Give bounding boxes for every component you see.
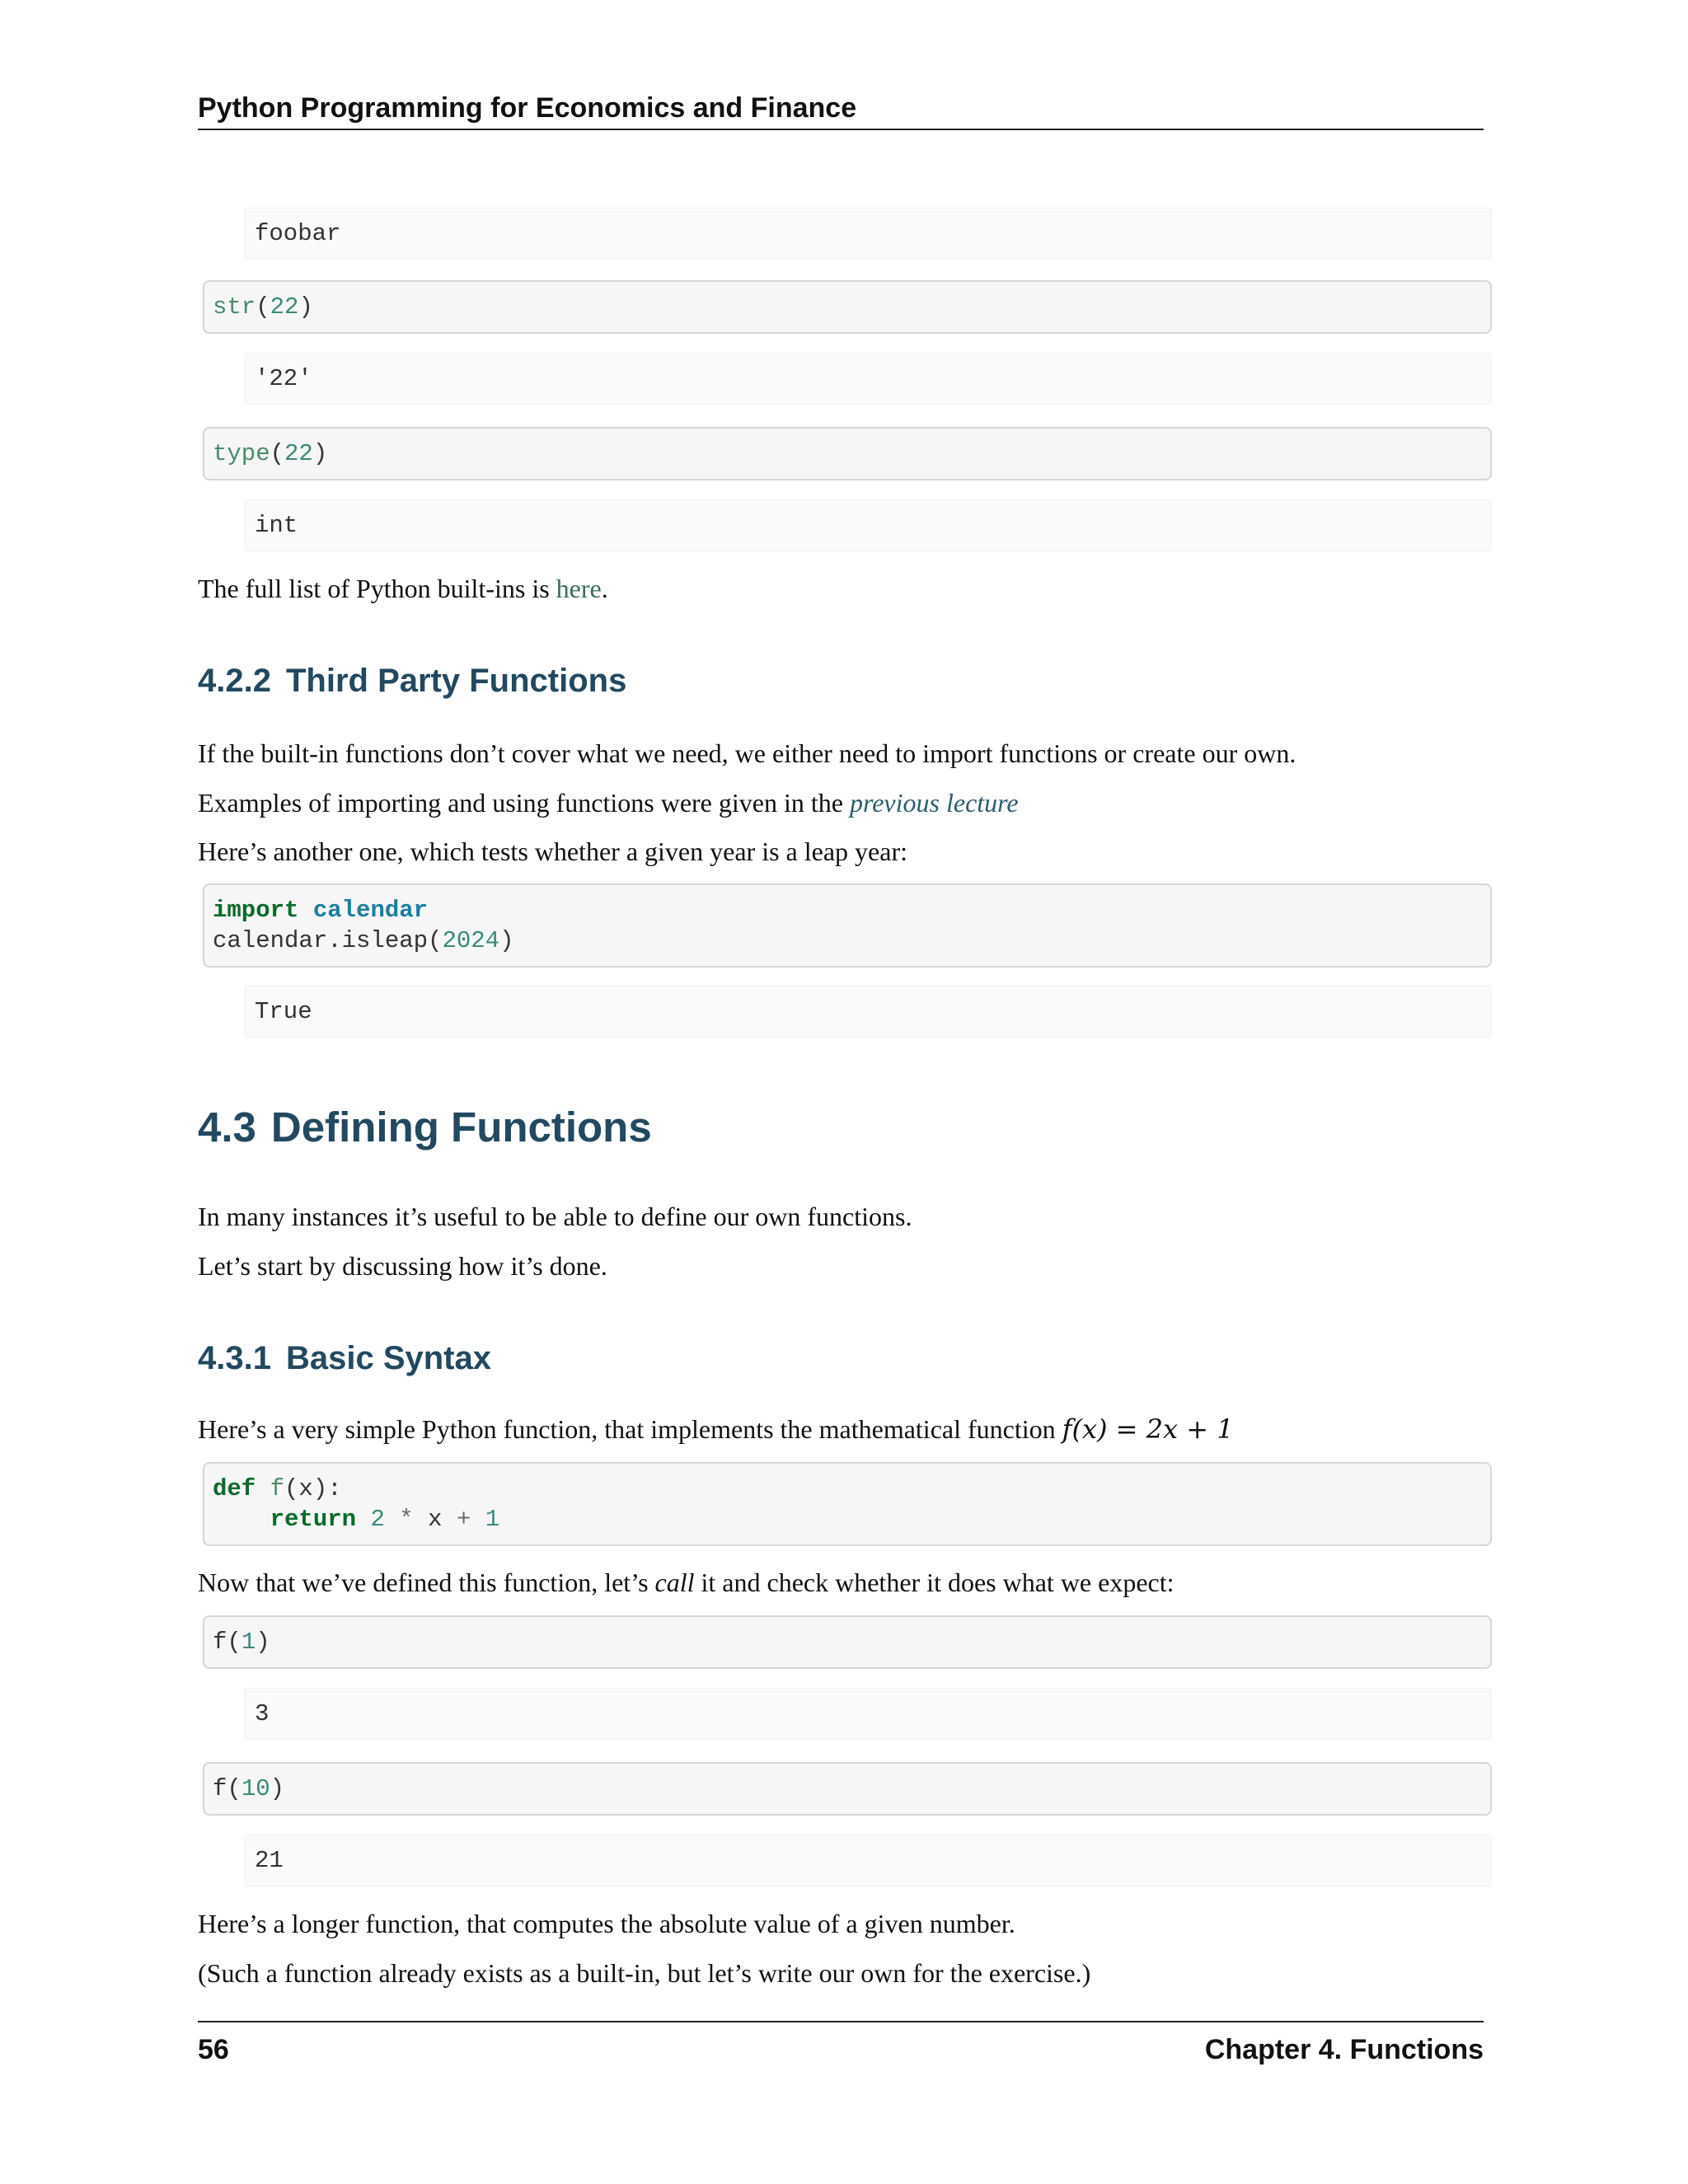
code-token-number: 1 [241,1629,256,1656]
section-heading-4-3 [198,1103,652,1151]
code-token-function: type [213,440,270,467]
code-input-def[interactable] [203,1462,1492,1546]
section-heading-4-2-2 [198,663,626,700]
builtins-here-link[interactable]: here [556,574,602,603]
paragraph-such: (Such a function already exists as a built-in, but let’s write our own for the exercise.) [198,1958,1091,1988]
code-token-call: f( [213,1775,241,1802]
code-output-3: 3 [244,1688,1492,1740]
code-token-number: 22 [284,440,313,467]
book-title: Python Programming for Economics and Finance [198,92,857,124]
section-title: Third Party Functions [285,663,627,699]
code-output-21: 21 [244,1835,1492,1886]
code-token-operator: + [456,1506,471,1533]
paragraph-text: Now that we’ve defined this function, let’s [198,1568,655,1597]
code-output-22: '22' [244,353,1492,405]
section-heading-4-3-1 [198,1340,491,1377]
header-rule [198,129,1484,130]
code-output-int: int [244,499,1492,551]
code-token-paren: ) [312,440,328,467]
section-number: 4.3.1 [198,1340,271,1376]
code-token-paren: ( [256,293,270,321]
chapter-label: Chapter 4. Functions [1204,2034,1484,2065]
paragraph-builtins [198,572,608,605]
paragraph-text: it and check whether it does what we expect: [694,1568,1175,1597]
paragraph-start: Let’s start by discussing how it’s done. [198,1251,607,1281]
code-token-paren: ) [298,293,313,321]
code-input-f1[interactable] [203,1615,1492,1669]
paragraph-cover: If the built-in functions don’t cover what we need, we either need to import functions or create our own. [198,738,1296,768]
paragraph-call [198,1566,1175,1599]
code-token-number: 22 [270,293,299,321]
code-token-keyword: return [270,1506,357,1533]
paragraph-simple [198,1413,1234,1446]
emphasis-call: call [654,1568,695,1597]
code-token-variable: x [428,1506,443,1533]
section-title: Defining Functions [270,1104,652,1151]
code-token-module: calendar [312,897,429,924]
page-number: 56 [198,2034,229,2065]
code-token-paren: ) [270,1775,285,1802]
code-token-paren: ( [270,440,285,467]
paragraph-longer: Here’s a longer function, that computes the absolute value of a given number. [198,1909,1015,1938]
code-token-paren: ) [256,1629,270,1656]
previous-lecture-link[interactable]: previous lecture [849,788,1019,818]
paragraph-text: The full list of Python built-ins is [198,574,556,603]
code-output-foobar: foobar [244,208,1492,260]
code-token-keyword: import [213,897,299,924]
code-token-call: f( [213,1629,241,1656]
section-number: 4.2.2 [198,663,271,699]
paragraph-text: Examples of importing and using functions were given in the [198,788,850,818]
code-token-number: 2024 [442,927,500,954]
code-token-call: calendar.isleap( [213,927,443,954]
code-token-paren: ) [499,927,514,954]
code-token-number: 2 [370,1506,385,1533]
paragraph-instances: In many instances it’s useful to be able to define our own functions. [198,1202,912,1231]
code-token-function: str [213,293,256,321]
code-input-f10[interactable] [203,1762,1492,1816]
code-token-signature: (x): [284,1475,342,1502]
section-number: 4.3 [198,1104,256,1151]
math-expression: f(x) = 2x + 1 [1062,1413,1234,1445]
footer-rule [198,2021,1484,2022]
code-input-type[interactable] [203,427,1492,480]
code-token-operator: * [399,1506,414,1533]
code-token-indent [213,1506,270,1533]
code-input-str[interactable] [203,280,1492,334]
paragraph-end: . [601,574,608,603]
code-input-calendar[interactable] [203,883,1492,968]
code-token-function: f [270,1475,285,1502]
code-token-number: 10 [241,1775,270,1802]
paragraph-text: Here’s a very simple Python function, that implements the mathematical function [198,1414,1062,1444]
section-title: Basic Syntax [285,1340,491,1376]
code-token-number: 1 [485,1506,500,1533]
code-output-true: True [244,986,1492,1038]
paragraph-examples [198,786,1019,819]
code-token-keyword: def [213,1475,256,1502]
paragraph-another: Here’s another one, which tests whether a given year is a leap year: [198,837,907,866]
